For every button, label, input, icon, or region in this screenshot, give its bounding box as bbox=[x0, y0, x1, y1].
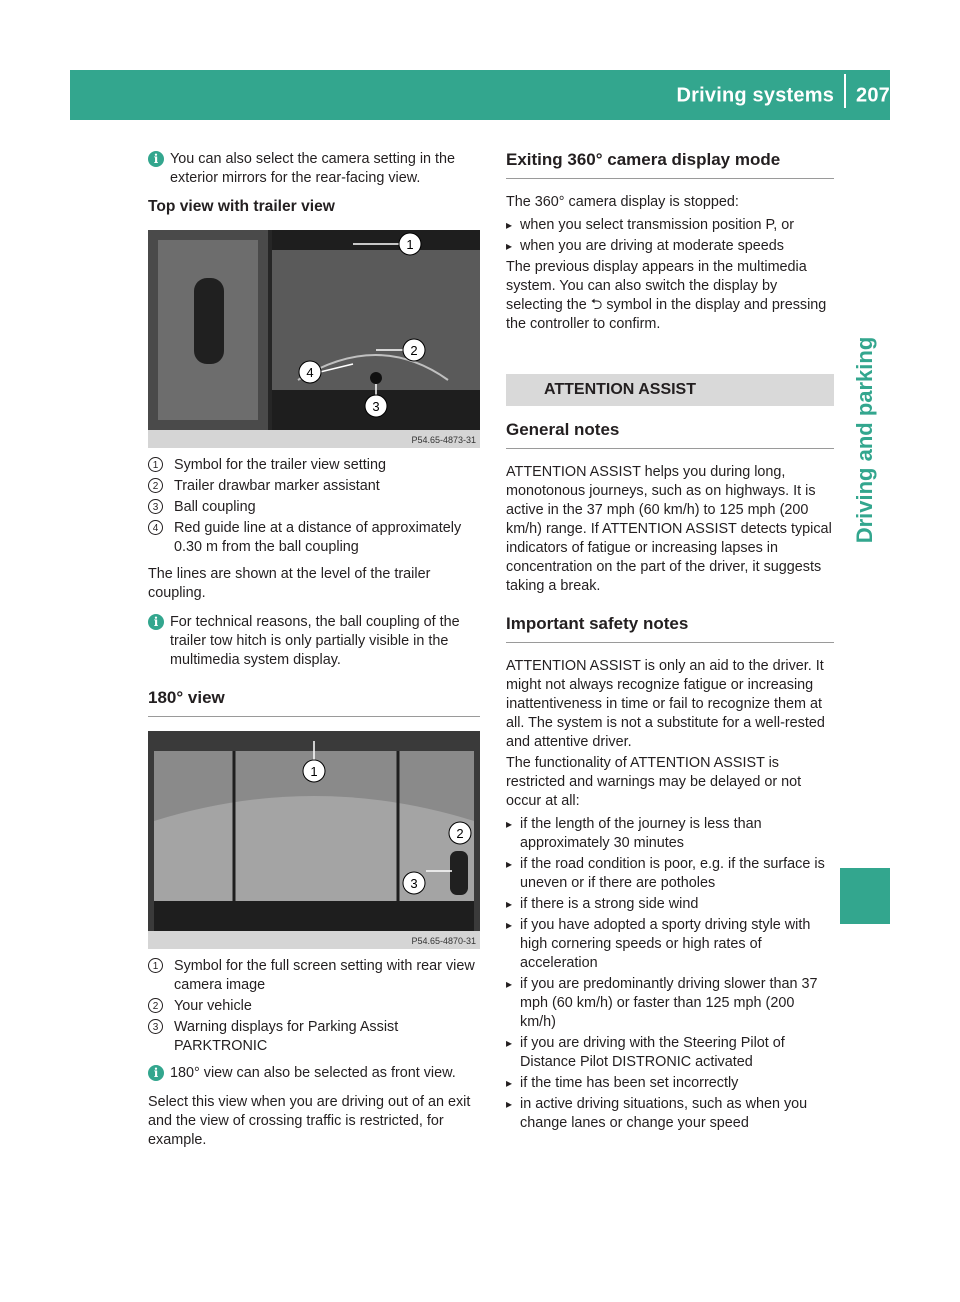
legend-item bbox=[148, 997, 480, 1016]
safety-text-1: ATTENTION ASSIST is only an aid to the driver. It might not always recognize fatigue or increasing inattentiveness in time or fail to recognize them at all. The system is not a substitute for a well-rested and attentive driver. bbox=[506, 658, 825, 750]
legend-text: Trailer drawbar marker assistant bbox=[174, 478, 380, 494]
figure-code: P54.65-4873-31 bbox=[411, 435, 476, 445]
previous-display-text: The previous display appears in the multimedia system. You can also switch the display by selecting the ⮌ symbol in the display and pressing the controller to confirm. bbox=[506, 259, 827, 332]
legend-item bbox=[148, 498, 480, 517]
callout-2 bbox=[403, 339, 425, 361]
stopped-text: The 360° camera display is stopped: bbox=[506, 194, 739, 210]
view-180-illustration bbox=[148, 731, 480, 931]
ball-coupling-marker bbox=[370, 372, 382, 384]
heading-safety-notes: Important safety notes bbox=[506, 614, 834, 643]
side-tab bbox=[840, 310, 890, 570]
figure-180-view bbox=[148, 731, 480, 949]
info-note bbox=[148, 613, 480, 670]
general-notes-text: ATTENTION ASSIST helps you during long, monotonous journeys, such as on highways. It is active in the 37 mph (60 km/h) to 125 mph (200 km/h) range. If ATTENTION ASSIST detects typical indicators of fatigue or increasing lapses in concentration on the part of the driver, it suggests taking a break. bbox=[506, 464, 832, 594]
restricted-list bbox=[506, 815, 834, 1133]
list-item: ▸ if you are predominantly driving slower than 37 mph (60 km/h) or faster than 125 mph (200 km/h) bbox=[506, 975, 834, 1032]
callout-4 bbox=[299, 361, 321, 383]
svg-text:1: 1 bbox=[406, 237, 414, 252]
figure-code: P54.65-4870-31 bbox=[411, 936, 476, 946]
camera-bottom-bar bbox=[154, 901, 474, 931]
header-title bbox=[630, 84, 890, 108]
legend-number: 3 bbox=[148, 499, 163, 514]
callout-1 bbox=[303, 760, 325, 782]
callout-1 bbox=[399, 233, 421, 255]
legend-item bbox=[148, 456, 480, 475]
info-icon: i bbox=[148, 151, 164, 167]
legend-item bbox=[148, 519, 480, 557]
list-item: ▸ if the length of the journey is less than approximately 30 minutes bbox=[506, 815, 834, 853]
callout-3 bbox=[403, 872, 425, 894]
legend-number: 1 bbox=[148, 457, 163, 472]
note-text: 180° view can also be selected as front view. bbox=[170, 1065, 456, 1081]
list-item: ▸ when you select transmission position P, or bbox=[506, 216, 834, 235]
section-title: Driving systems bbox=[676, 84, 835, 107]
legend-item bbox=[148, 477, 480, 496]
svg-text:3: 3 bbox=[372, 399, 380, 414]
side-tab-label: Driving and parking bbox=[852, 336, 877, 544]
svg-text:2: 2 bbox=[456, 826, 464, 841]
list-item: ▸ when you are driving at moderate speeds bbox=[506, 237, 834, 256]
info-note bbox=[148, 1064, 480, 1083]
info-icon: i bbox=[148, 614, 164, 630]
legend-text: Symbol for the trailer view setting bbox=[174, 457, 386, 473]
svg-text:4: 4 bbox=[306, 365, 314, 380]
section-band-attention-assist: ATTENTION ASSIST bbox=[506, 374, 834, 406]
left-column bbox=[148, 150, 480, 1152]
heading-general-notes: General notes bbox=[506, 420, 834, 449]
side-tab-marker bbox=[840, 868, 890, 924]
info-icon: i bbox=[148, 1065, 164, 1081]
legend-number: 4 bbox=[148, 520, 163, 535]
list-item: ▸ if there is a strong side wind bbox=[506, 895, 834, 914]
legend-item bbox=[148, 1018, 480, 1056]
legend-item bbox=[148, 957, 480, 995]
list-item: ▸ if the road condition is poor, e.g. if the surface is uneven or if there are potholes bbox=[506, 855, 834, 893]
trailer-view-illustration bbox=[148, 230, 480, 430]
safety-text-2: The functionality of ATTENTION ASSIST is restricted and warnings may be delayed or not occur at all: bbox=[506, 755, 802, 809]
legend-number: 2 bbox=[148, 478, 163, 493]
legend-text: Your vehicle bbox=[174, 998, 252, 1014]
list-item: ▸ if you are driving with the Steering Pilot of Distance Pilot DISTRONIC activated bbox=[506, 1034, 834, 1072]
select-text: Select this view when you are driving out of an exit and the view of crossing traffic is restricted, for example. bbox=[148, 1094, 471, 1148]
legend-number: 1 bbox=[148, 958, 163, 973]
heading-trailer-view: Top view with trailer view bbox=[148, 198, 335, 215]
legend-text: Symbol for the full screen setting with rear view camera image bbox=[174, 958, 475, 993]
legend-number: 2 bbox=[148, 998, 163, 1013]
legend-text: Warning displays for Parking Assist PARKTRONIC bbox=[174, 1019, 399, 1054]
list-item: ▸ in active driving situations, such as when you change lanes or change your speed bbox=[506, 1095, 834, 1133]
lines-text: The lines are shown at the level of the trailer coupling. bbox=[148, 566, 431, 601]
road-area bbox=[154, 796, 474, 901]
figure-trailer-view bbox=[148, 230, 480, 448]
svg-text:3: 3 bbox=[410, 876, 418, 891]
trailer-legend bbox=[148, 456, 480, 557]
list-item: ▸ if you have adopted a sporty driving style with high cornering speeds or high rates of acceleration bbox=[506, 916, 834, 973]
header-divider bbox=[844, 74, 846, 108]
callout-2 bbox=[449, 822, 471, 844]
legend-text: Ball coupling bbox=[174, 499, 256, 515]
list-item: ▸ if the time has been set incorrectly bbox=[506, 1074, 834, 1093]
car-top-view bbox=[194, 278, 224, 364]
right-column bbox=[506, 150, 834, 1135]
info-note bbox=[148, 150, 480, 188]
svg-text:1: 1 bbox=[310, 764, 318, 779]
note-text: For technical reasons, the ball coupling of the trailer tow hitch is only partially visible in the multimedia system display. bbox=[170, 614, 460, 668]
own-vehicle bbox=[450, 851, 468, 895]
view-180-legend bbox=[148, 957, 480, 1056]
stopped-list bbox=[506, 216, 834, 256]
heading-exit-360: Exiting 360° camera display mode bbox=[506, 150, 834, 179]
camera-top-bar bbox=[272, 230, 480, 250]
heading-180-view: 180° view bbox=[148, 688, 480, 717]
legend-text: Red guide line at a distance of approximately 0.30 m from the ball coupling bbox=[174, 520, 462, 555]
svg-text:2: 2 bbox=[410, 343, 418, 358]
callout-3 bbox=[365, 395, 387, 417]
page-number: 207 bbox=[856, 84, 890, 107]
legend-number: 3 bbox=[148, 1019, 163, 1034]
note-text: You can also select the camera setting in the exterior mirrors for the rear-facing view. bbox=[170, 151, 456, 186]
